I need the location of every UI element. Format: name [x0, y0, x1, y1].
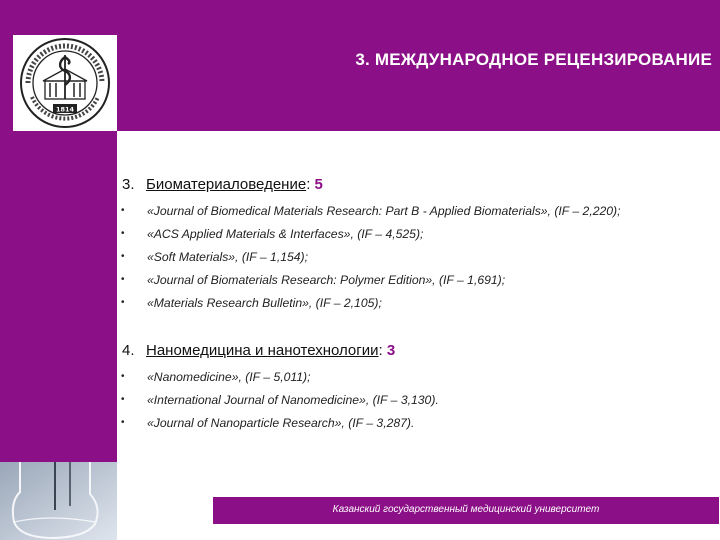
section-count: 5: [314, 176, 323, 193]
journal-entry: «Journal of Biomedical Materials Research: Part B - Applied Biomaterials», (IF – 2,220);: [147, 204, 621, 218]
bullet: •: [121, 205, 125, 216]
journal-entry: «International Journal of Nanomedicine», (IF – 3,130).: [147, 393, 439, 407]
journal-entry: «Soft Materials», (IF – 1,154);: [147, 250, 308, 264]
bullet: •: [121, 228, 125, 239]
svg-text:1814: 1814: [55, 105, 75, 114]
section-header-nanomedicine: 4. Наномедицина и нанотехнологии: 3: [122, 342, 396, 359]
footer-bar: [213, 497, 719, 524]
section-name: Биоматериаловедение: [146, 176, 307, 193]
university-seal-icon: [16, 35, 114, 131]
bullet: •: [121, 274, 125, 285]
bullet: •: [121, 297, 125, 308]
bullet: •: [121, 251, 125, 262]
bullet: •: [121, 394, 125, 405]
bullet: •: [121, 371, 125, 382]
page-title: 3. МЕЖДУНАРОДНОЕ РЕЦЕНЗИРОВАНИЕ: [355, 50, 712, 69]
journal-entry: «Materials Research Bulletin», (IF – 2,105);: [147, 296, 382, 310]
section-name: Наномедицина и нанотехнологии: [146, 342, 379, 359]
content-panel: [117, 131, 720, 540]
section-count: 3: [386, 342, 396, 359]
journal-entry: «Nanomedicine», (IF – 5,011);: [147, 370, 311, 384]
section-header-biomaterials: 3. Биоматериаловедение: 5: [122, 176, 323, 193]
bullet: •: [121, 417, 125, 428]
lab-flask-image: [0, 462, 117, 540]
journal-entry: «ACS Applied Materials & Interfaces», (IF – 4,525);: [147, 227, 424, 241]
section-number: 4.: [122, 342, 135, 359]
logo-panel: [13, 35, 117, 131]
journal-entry: «Journal of Biomaterials Research: Polymer Edition», (IF – 1,691);: [147, 273, 506, 287]
section-number: 3.: [122, 176, 135, 193]
footer-text: Казанский государственный медицинский университет: [332, 504, 600, 515]
journal-entry: «Journal of Nanoparticle Research», (IF – 3,287).: [147, 416, 415, 430]
